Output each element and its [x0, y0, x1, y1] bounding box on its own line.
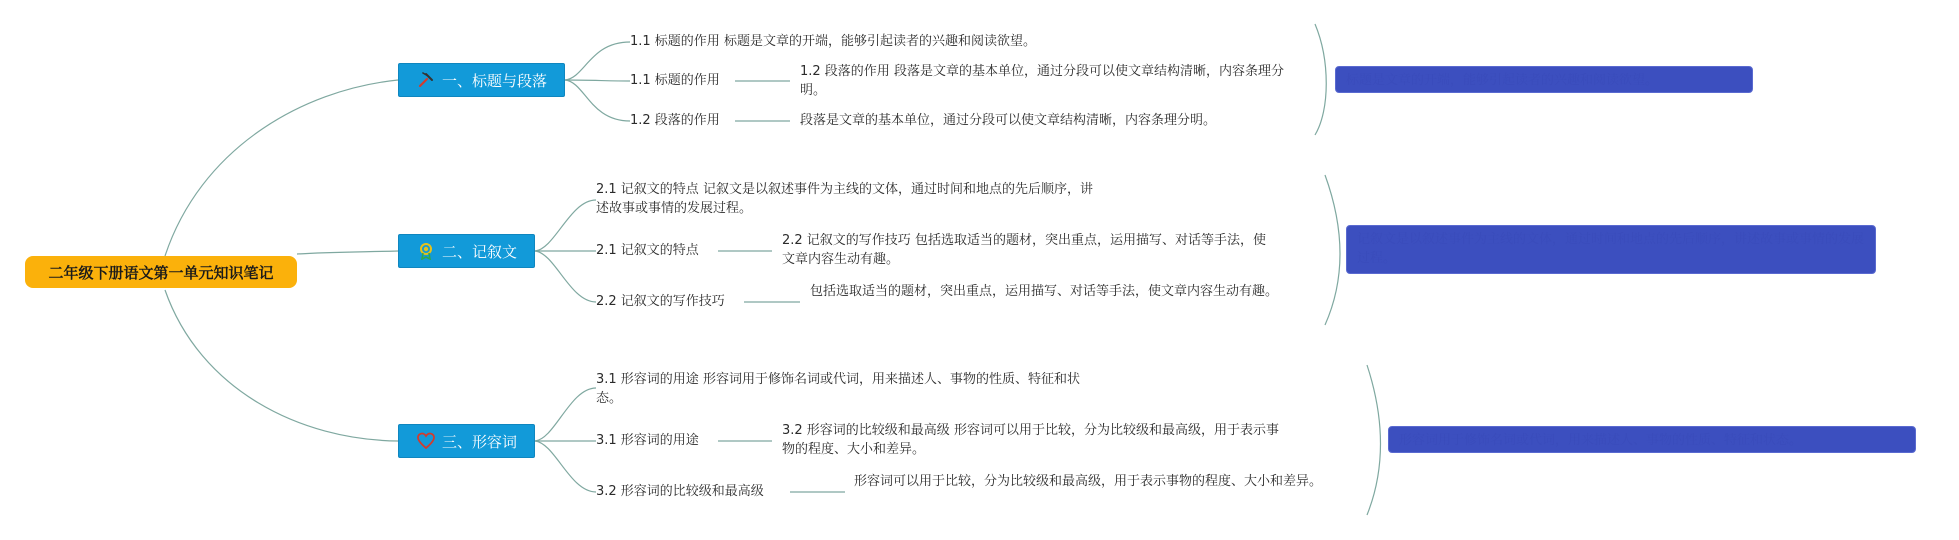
branch-2-item-1[interactable]: 2.1 记叙文的特点 记叙文是以叙述事件为主线的文体，通过时间和地点的先后顺序，讲述故事或事情的发展过程。	[596, 182, 1093, 216]
branch-3-item-3-detail[interactable]: 形容词可以用于比较，分为比较级和最高级，用于表示事物的程度、大小和差异。	[854, 474, 1323, 489]
summary-3[interactable]: 形容词用于修饰名词或代词，用来描述人、事物的性质、特征和状态。	[1388, 426, 1916, 453]
branch-1-item-3-detail[interactable]: 段落是文章的基本单位，通过分段可以使文章结构清晰，内容条理分明。	[800, 113, 1217, 128]
branch-2-item-2-detail[interactable]: 2.2 记叙文的写作技巧 包括选取适当的题材，突出重点，运用描写、对话等手法，使文章内容生动有趣。	[782, 233, 1266, 267]
root-topic[interactable]	[25, 256, 297, 288]
summary-1[interactable]: 标题是文章的开端，能够引起读者的兴趣和阅读欲望。	[1335, 66, 1753, 93]
branch-2-item-3[interactable]: 2.2 记叙文的写作技巧	[596, 294, 725, 309]
branch-topic-3[interactable]	[398, 424, 535, 458]
branch-topic-2[interactable]	[398, 234, 535, 268]
branch-2-item-2[interactable]: 2.1 记叙文的特点	[596, 243, 699, 258]
branch-1-item-2-detail[interactable]: 1.2 段落的作用 段落是文章的基本单位，通过分段可以使文章结构清晰，内容条理分明。	[800, 64, 1284, 98]
branch-1-item-1[interactable]: 1.1 标题的作用 标题是文章的开端，能够引起读者的兴趣和阅读欲望。	[630, 34, 1036, 49]
branch-2-item-3-detail[interactable]: 包括选取适当的题材，突出重点，运用描写、对话等手法，使文章内容生动有趣。	[810, 284, 1279, 299]
branch-3-item-2[interactable]: 3.1 形容词的用途	[596, 433, 699, 448]
award-icon	[416, 241, 436, 261]
branch-label: 三、形容词	[441, 432, 517, 451]
branch-3-item-2-detail[interactable]: 3.2 形容词的比较级和最高级 形容词可以用于比较，分为比较级和最高级，用于表示事物的程度、大小和差异。	[782, 423, 1279, 457]
summary-2[interactable]: 记叙文是以叙述事件为主线的文体，通过时间和地点的先后顺序，讲述故事或事情的发展过程。	[1346, 225, 1876, 274]
branch-label: 二、记叙文	[441, 242, 517, 261]
root-title: 二年级下册语文第一单元知识笔记	[48, 263, 274, 282]
branch-topic-1[interactable]	[398, 63, 565, 97]
branch-1-item-3[interactable]: 1.2 段落的作用	[630, 113, 720, 128]
branch-1-item-2[interactable]: 1.1 标题的作用	[630, 73, 720, 88]
branch-3-item-3[interactable]: 3.2 形容词的比较级和最高级	[596, 484, 764, 499]
heart-icon	[416, 431, 436, 451]
branch-3-item-1[interactable]: 3.1 形容词的用途 形容词用于修饰名词或代词，用来描述人、事物的性质、特征和状态。	[596, 372, 1080, 406]
branch-label: 一、标题与段落	[441, 71, 547, 90]
tools-icon	[416, 70, 436, 90]
